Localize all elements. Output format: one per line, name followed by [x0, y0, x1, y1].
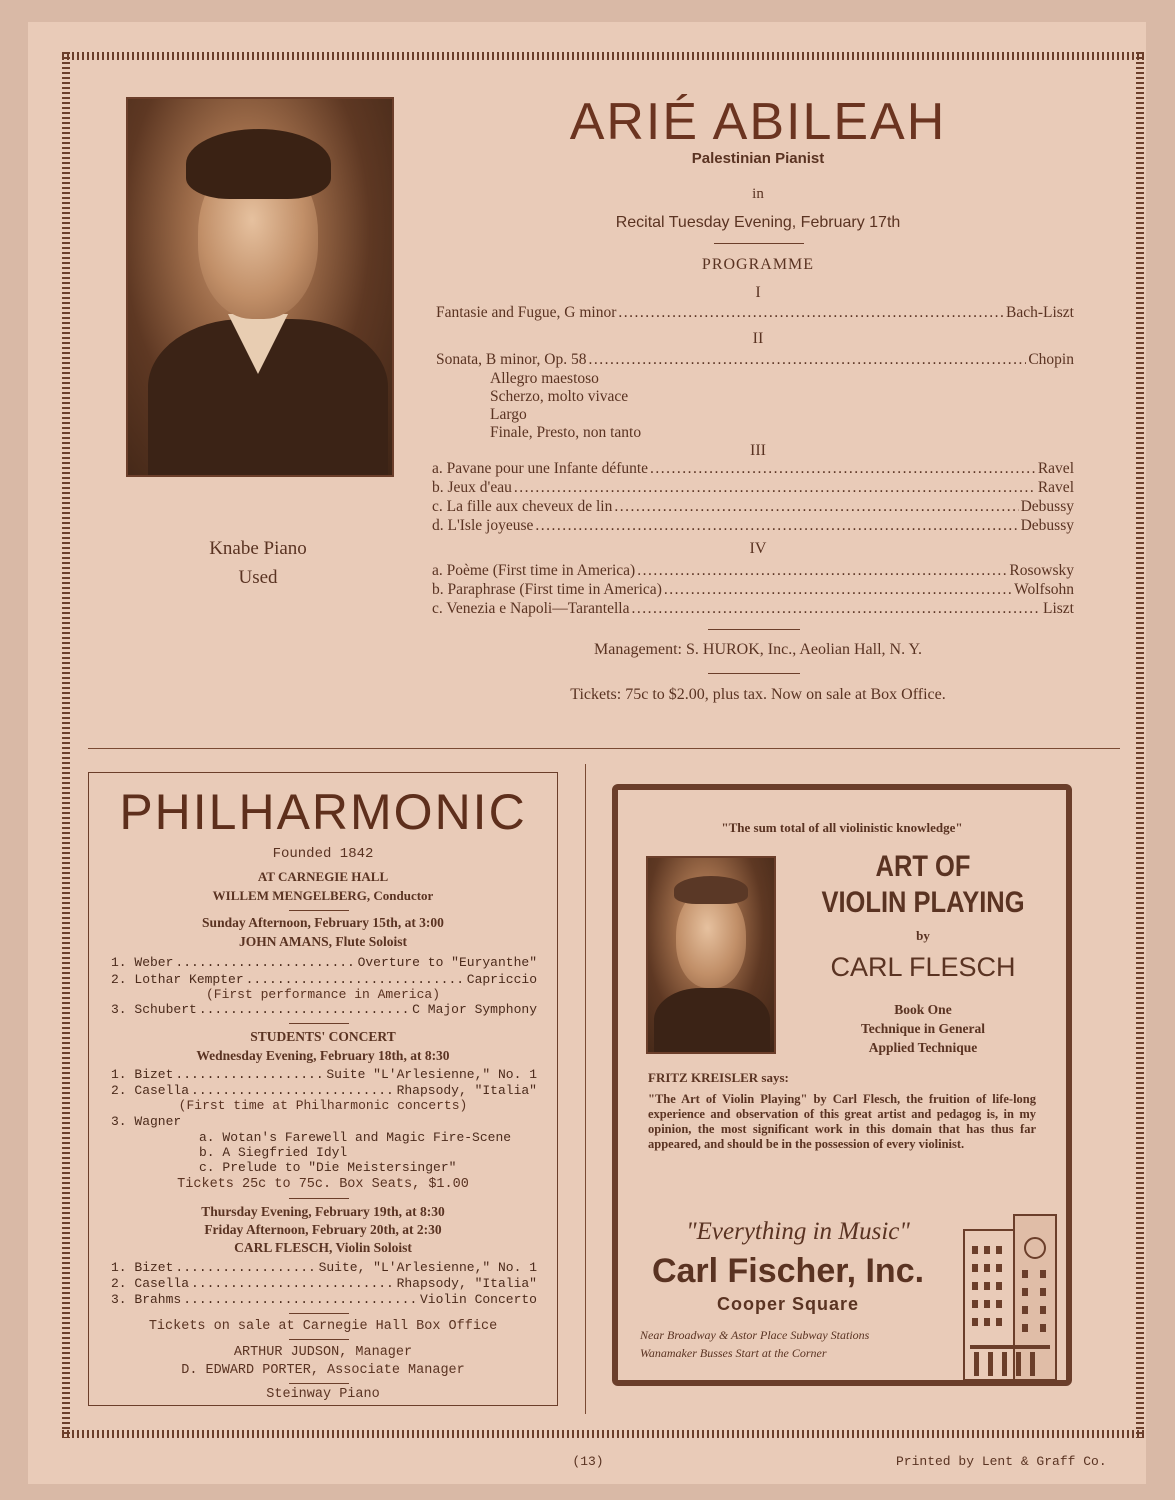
program-subitem: a. Wotan's Farewell and Magic Fire-Scene	[199, 1130, 512, 1145]
associate-manager: D. EDWARD PORTER, Associate Manager	[181, 1363, 465, 1378]
flesch-portrait	[646, 856, 776, 1054]
program-item: b. Jeux d'eau ..... Ravel	[432, 479, 1074, 497]
program-item: d. L'Isle joyeuse ..... Debussy	[432, 517, 1074, 535]
tickets: Tickets: 75c to $2.00, plus tax. Now on sale at Box Office.	[570, 686, 946, 703]
top-border	[62, 52, 1144, 60]
bottom-border	[62, 1430, 1144, 1438]
company-address: Cooper Square	[716, 1294, 860, 1314]
carl-fischer-ad	[612, 784, 1072, 1386]
program-item: 3. Brahms ..... Violin Concerto	[111, 1292, 537, 1307]
building-illustration	[944, 1210, 1066, 1380]
section-numeral: II	[752, 330, 764, 347]
soloist: CARL FLESCH, Violin Soloist	[234, 1240, 412, 1255]
program-item: b. Paraphrase (First time in America) ..... Wolfsohn	[432, 581, 1074, 599]
philharmonic-ad	[88, 772, 558, 1406]
program-page	[28, 22, 1146, 1484]
book-by: by	[916, 928, 930, 943]
program-item: c. Venezia e Napoli—Tarantella ..... Liszt	[432, 600, 1074, 618]
concert-date: Thursday Evening, February 19th, at 8:30	[201, 1204, 445, 1219]
abileah-portrait	[126, 97, 394, 477]
abileah-in: in	[752, 186, 764, 202]
program-item: 2. Lothar Kempter ..... Capriccio	[111, 972, 537, 987]
divider	[708, 629, 800, 630]
movement: Allegro maestoso	[490, 370, 599, 387]
venue: AT CARNEGIE HALL	[257, 869, 389, 884]
divider	[708, 673, 800, 674]
program-item: a. Poème (First time in America) ..... Rosowsky	[432, 562, 1074, 580]
section-numeral: IV	[749, 540, 767, 557]
soloist: JOHN AMANS, Flute Soloist	[238, 934, 407, 949]
book-detail: Technique in General	[860, 1021, 986, 1036]
page-number: (13)	[572, 1454, 604, 1469]
program-item: Fantasie and Fugue, G minor ..... Bach-Liszt	[436, 304, 1074, 322]
piano-note: Steinway Piano	[266, 1387, 380, 1402]
directions: Near Broadway & Astor Place Subway Stations	[640, 1328, 870, 1342]
program-item: 1. Weber ..... Overture to "Euryanthe"	[111, 955, 537, 970]
directions: Wanamaker Busses Start at the Corner	[640, 1346, 827, 1360]
note: (First time at Philharmonic concerts)	[178, 1098, 468, 1113]
concert-date: Friday Afternoon, February 20th, at 2:30	[204, 1222, 442, 1237]
section-numeral: I	[755, 284, 761, 301]
management: Management: S. HUROK, Inc., Aeolian Hall, N. Y.	[594, 641, 922, 658]
founded: Founded 1842	[272, 846, 374, 862]
students-tickets: Tickets 25c to 75c. Box Seats, $1.00	[177, 1177, 469, 1192]
note: (First performance in America)	[205, 987, 441, 1002]
program-subitem: b. A Siegfried Idyl	[199, 1145, 348, 1160]
program-item: c. La fille aux cheveux de lin ..... Debussy	[432, 498, 1074, 516]
program-item: 1. Bizet ..... Suite "L'Arlesienne," No. 1	[111, 1067, 537, 1082]
program-item: Sonata, B minor, Op. 58 ..... Chopin	[436, 351, 1074, 369]
conductor: WILLEM MENGELBERG, Conductor	[212, 888, 434, 903]
program-item: 1. Bizet ..... Suite, "L'Arlesienne," No. 1	[111, 1260, 537, 1275]
programme-heading: PROGRAMME	[701, 256, 815, 273]
program-item: 2. Casella ..... Rhapsody, "Italia"	[111, 1083, 537, 1098]
movement: Finale, Presto, non tanto	[490, 424, 642, 441]
program-item: 3. Wagner	[111, 1114, 182, 1129]
recital-date: Recital Tuesday Evening, February 17th	[615, 214, 901, 231]
book-detail: Book One	[894, 1002, 952, 1017]
book-detail: Applied Technique	[868, 1040, 978, 1055]
ad-quote: "The sum total of all violinistic knowledge"	[721, 820, 963, 835]
book-title: VIOLIN PLAYING	[821, 886, 1025, 919]
kreisler-heading: FRITZ KREISLER says:	[648, 1070, 789, 1085]
philharmonic-title: PHILHARMONIC	[119, 784, 527, 840]
abileah-name: ARIÉ ABILEAH	[569, 93, 947, 151]
left-border	[62, 52, 70, 1438]
box-office: Tickets on sale at Carnegie Hall Box Office	[148, 1319, 498, 1334]
concert-date: Sunday Afternoon, February 15th, at 3:00	[202, 915, 444, 930]
divider	[714, 243, 804, 244]
program-item: 3. Schubert ..... C Major Symphony	[111, 1002, 537, 1017]
program-subitem: c. Prelude to "Die Meistersinger"	[199, 1160, 457, 1175]
abileah-subtitle: Palestinian Pianist	[691, 150, 825, 167]
column-divider	[585, 764, 586, 1414]
movement: Scherzo, molto vivace	[490, 388, 629, 405]
movement: Largo	[490, 406, 527, 423]
testimonial: "The Art of Violin Playing" by Carl Flesch, the fruition of life-long experience and observation of this great artist and pedagog is, in my opinion, the most significant work in this domain that has thus far appeared, and should be in the possession of every violinist.	[648, 1092, 1036, 1151]
manager: ARTHUR JUDSON, Manager	[233, 1345, 413, 1360]
slogan: "Everything in Music"	[686, 1218, 910, 1245]
concert-date: Wednesday Evening, February 18th, at 8:30	[196, 1048, 450, 1063]
piano-note: Knabe Piano Used	[209, 538, 307, 588]
right-border	[1136, 52, 1144, 1438]
program-item: 2. Casella ..... Rhapsody, "Italia"	[111, 1276, 537, 1291]
book-title: ART OF	[875, 850, 971, 883]
book-author: CARL FLESCH	[830, 952, 1016, 982]
program-item: a. Pavane pour une Infante défunte ..... Ravel	[432, 460, 1074, 478]
students-concert: STUDENTS' CONCERT	[250, 1029, 396, 1044]
section-numeral: III	[750, 442, 766, 459]
printer-credit: Printed by Lent & Graff Co.	[896, 1454, 1107, 1469]
section-divider	[88, 748, 1120, 749]
company-name: Carl Fischer, Inc.	[651, 1252, 925, 1290]
